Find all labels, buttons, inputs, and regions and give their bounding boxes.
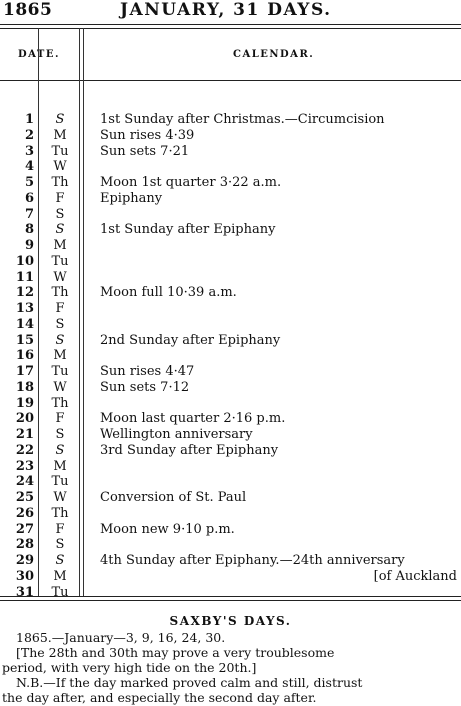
date-number: 16	[15, 348, 34, 363]
weekday: M	[53, 569, 67, 584]
weekday: Tu	[51, 585, 69, 600]
calendar-row	[0, 128, 461, 144]
calendar-row	[0, 537, 461, 553]
date-number: 26	[15, 506, 34, 521]
weekday: S	[55, 427, 65, 442]
weekday: F	[55, 301, 65, 316]
date-number: 28	[15, 537, 34, 552]
weekday: Tu	[51, 364, 69, 379]
date-number: 15	[15, 333, 34, 348]
calendar-row	[0, 238, 461, 254]
date-number: 27	[15, 522, 34, 537]
calendar-event: 1st Sunday after Epiphany	[100, 222, 276, 237]
date-number: 31	[15, 585, 34, 600]
calendar-row	[0, 459, 461, 475]
calendar-row	[0, 443, 461, 459]
date-number: 25	[15, 490, 34, 505]
calendar-event: 2nd Sunday after Epiphany	[100, 333, 281, 348]
calendar-event: Conversion of St. Paul	[100, 490, 247, 505]
weekday: W	[53, 270, 67, 285]
calendar-row	[0, 207, 461, 223]
date-number: 12	[15, 285, 34, 300]
saxby-note-line-2: period, with very high tide on the 20th.]	[2, 660, 257, 675]
calendar-event: Sun rises 4·39	[100, 128, 195, 143]
calendar-row	[0, 285, 461, 301]
weekday: Th	[51, 396, 69, 411]
weekday: Th	[51, 175, 69, 190]
saxby-days-dates: 1865.—January—3, 9, 16, 24, 30.	[16, 630, 226, 645]
weekday: S	[55, 537, 65, 552]
saxby-note-line-4: the day after, and especially the second day after.	[2, 690, 317, 705]
saxby-days-title: SAXBY'S DAYS.	[169, 614, 292, 628]
calendar-event: Moon last quarter 2·16 p.m.	[100, 411, 286, 426]
weekday: W	[53, 490, 67, 505]
weekday: Tu	[51, 254, 69, 269]
weekday: F	[55, 411, 65, 426]
calendar-column-header: CALENDAR.	[233, 49, 315, 60]
date-number: 6	[24, 191, 34, 206]
calendar-row	[0, 585, 461, 601]
calendar-row	[0, 506, 461, 522]
saxby-note-line-3: N.B.—If the day marked proved calm and still, distrust	[16, 675, 363, 690]
date-number: 7	[24, 207, 34, 222]
calendar-row	[0, 254, 461, 270]
date-number: 2	[24, 128, 34, 143]
date-number: 1	[24, 112, 34, 127]
date-number: 10	[15, 254, 34, 269]
calendar-event: 4th Sunday after Epiphany.—24th anniversary	[100, 553, 405, 568]
date-number: 29	[15, 553, 34, 568]
date-number: 19	[15, 396, 34, 411]
calendar-row	[0, 348, 461, 364]
calendar-event-continuation: [of Auckland	[373, 569, 457, 584]
date-number: 8	[24, 222, 34, 237]
calendar-row	[0, 222, 461, 238]
weekday: M	[53, 128, 67, 143]
weekday: Th	[51, 506, 69, 521]
date-number: 9	[24, 238, 34, 253]
calendar-row	[0, 396, 461, 412]
date-number: 17	[15, 364, 34, 379]
date-number: 4	[24, 159, 34, 174]
calendar-event: Sun sets 7·21	[100, 144, 190, 159]
weekday: Th	[51, 285, 69, 300]
weekday: F	[55, 522, 65, 537]
calendar-event: Moon new 9·10 p.m.	[100, 522, 235, 537]
weekday: M	[53, 238, 67, 253]
calendar-row	[0, 159, 461, 175]
weekday: W	[53, 380, 67, 395]
date-number: 30	[15, 569, 34, 584]
calendar-event: Wellington anniversary	[100, 427, 253, 442]
date-number: 13	[15, 301, 34, 316]
weekday: W	[53, 159, 67, 174]
calendar-row	[0, 333, 461, 349]
calendar-row	[0, 301, 461, 317]
calendar-row	[0, 569, 461, 585]
calendar-row	[0, 175, 461, 191]
saxby-note-line-1: [The 28th and 30th may prove a very troublesome	[16, 645, 335, 660]
calendar-row	[0, 490, 461, 506]
calendar-event: Epiphany	[100, 191, 163, 206]
weekday: S	[55, 207, 65, 222]
calendar-row	[0, 522, 461, 538]
date-number: 22	[15, 443, 34, 458]
calendar-event: Moon 1st quarter 3·22 a.m.	[100, 175, 282, 190]
weekday: M	[53, 348, 67, 363]
date-number: 3	[24, 144, 34, 159]
date-number: 20	[15, 411, 34, 426]
weekday: M	[53, 459, 67, 474]
date-number: 24	[15, 474, 34, 489]
weekday: Tu	[51, 474, 69, 489]
weekday: S	[55, 112, 65, 127]
calendar-row	[0, 411, 461, 427]
calendar-row	[0, 112, 461, 128]
calendar-row	[0, 427, 461, 443]
calendar-event: Sun rises 4·47	[100, 364, 195, 379]
date-number: 14	[15, 317, 34, 332]
calendar-row	[0, 270, 461, 286]
date-column-header: DATE.	[18, 49, 60, 60]
calendar-event: 1st Sunday after Christmas.—Circumcision	[100, 112, 385, 127]
weekday: S	[55, 553, 65, 568]
weekday: Tu	[51, 144, 69, 159]
date-number: 11	[15, 270, 34, 285]
weekday: F	[55, 191, 65, 206]
weekday: S	[55, 317, 65, 332]
calendar-event: Sun sets 7·12	[100, 380, 190, 395]
top-rule-double	[0, 28, 461, 29]
weekday: S	[55, 333, 65, 348]
date-number: 18	[15, 380, 34, 395]
date-number: 21	[15, 427, 34, 442]
calendar-row	[0, 191, 461, 207]
calendar-row	[0, 380, 461, 396]
date-number: 5	[24, 175, 34, 190]
weekday: S	[55, 222, 65, 237]
calendar-row	[0, 364, 461, 380]
calendar-event: Moon full 10·39 a.m.	[100, 285, 237, 300]
calendar-row	[0, 317, 461, 333]
top-rule	[0, 24, 461, 25]
year: 1865	[3, 0, 53, 20]
date-number: 23	[15, 459, 34, 474]
calendar-row	[0, 553, 461, 569]
calendar-event: 3rd Sunday after Epiphany	[100, 443, 279, 458]
calendar-row	[0, 474, 461, 490]
calendar-row	[0, 144, 461, 160]
weekday: S	[55, 443, 65, 458]
header-rule	[0, 80, 461, 81]
month-title: JANUARY, 31 DAYS.	[120, 0, 332, 20]
